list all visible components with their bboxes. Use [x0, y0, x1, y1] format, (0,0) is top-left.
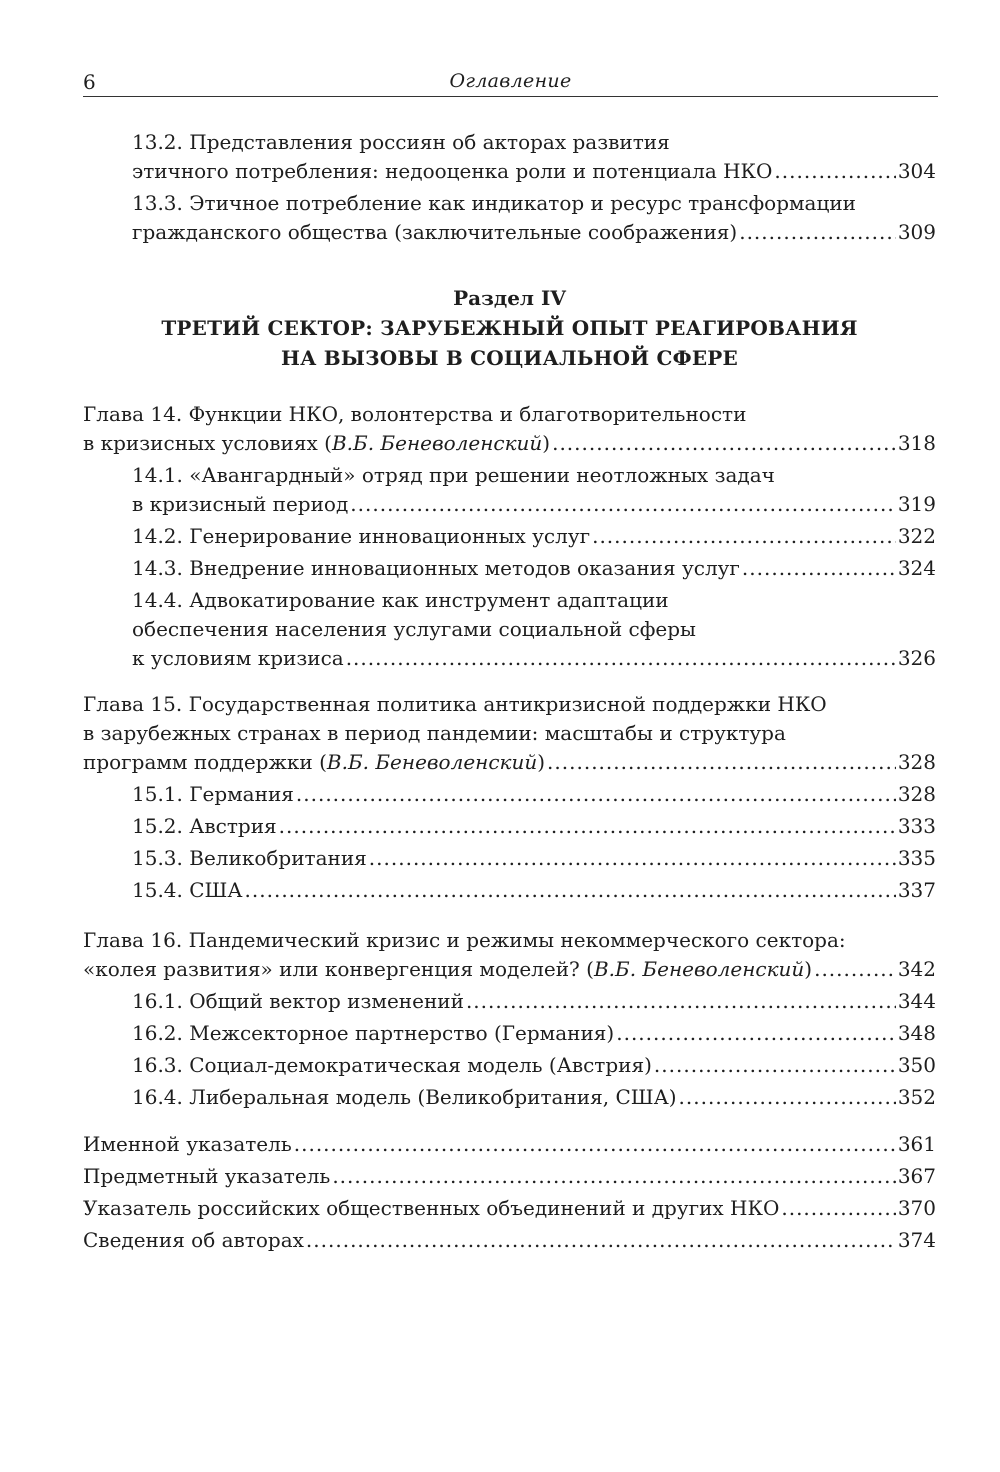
toc-entry-text: в кризисный период	[132, 492, 349, 516]
toc-page-number: 318	[897, 431, 936, 455]
toc-entry-text: в кризисных условиях (В.Б. Беневоленский)	[83, 431, 551, 455]
toc-entry-text: Сведения об авторах	[83, 1228, 304, 1252]
toc-page-number: 304	[897, 159, 936, 183]
toc-entry-text: Указатель российских общественных объединений и других НКО	[83, 1196, 780, 1220]
dot-leader	[739, 218, 896, 247]
section-heading	[83, 283, 936, 373]
toc-entry-text: 14.2. Генерирование инновационных услуг	[132, 524, 591, 548]
toc-entry-15-3[interactable]	[83, 844, 936, 873]
dot-leader	[296, 780, 896, 809]
toc-entry-text: программ поддержки (В.Б. Беневоленский)	[83, 750, 546, 774]
toc-entry-13-3[interactable]	[83, 189, 936, 247]
toc-entry-14-4[interactable]	[83, 586, 936, 673]
toc-entry-line: обеспечения населения услугами социальной сферы	[132, 617, 696, 641]
dot-leader	[350, 490, 896, 519]
author-name: В.Б. Беневоленский	[331, 431, 543, 455]
dot-leader	[346, 644, 896, 673]
section-label: Раздел IV	[453, 286, 566, 310]
toc-index-authors[interactable]	[83, 1226, 936, 1255]
toc-entry-line: Глава 14. Функции НКО, волонтерства и благотворительности	[83, 402, 747, 426]
dot-leader	[552, 429, 896, 458]
toc-chapter-16[interactable]	[83, 926, 936, 984]
dot-leader	[616, 1019, 896, 1048]
toc-entry-line: 13.2. Представления россиян об акторах развития	[132, 130, 670, 154]
running-title: Оглавление	[449, 70, 572, 92]
dot-leader	[814, 955, 896, 984]
dot-leader	[774, 157, 895, 186]
toc-page-number: 352	[897, 1085, 936, 1109]
toc-entry-15-1[interactable]	[83, 780, 936, 809]
toc-entry-line: Глава 15. Государственная политика антикризисной поддержки НКО	[83, 692, 827, 716]
toc-page-number: 319	[897, 492, 936, 516]
toc-entry-text: Предметный указатель	[83, 1164, 331, 1188]
toc-page-number: 344	[897, 989, 936, 1013]
author-name: В.Б. Беневоленский	[326, 750, 538, 774]
toc-index-subjects[interactable]	[83, 1162, 936, 1191]
toc-entry-text: 15.4. США	[132, 878, 243, 902]
dot-leader	[306, 1226, 896, 1255]
toc-entry-line: в зарубежных странах в период пандемии: масштабы и структура	[83, 721, 786, 745]
toc-page-number: 326	[897, 646, 936, 670]
toc-entry-16-2[interactable]	[83, 1019, 936, 1048]
dot-leader	[332, 1162, 896, 1191]
dot-leader	[369, 844, 896, 873]
toc-entry-line: 14.4. Адвокатирование как инструмент адаптации	[132, 588, 669, 612]
dot-leader	[245, 876, 896, 905]
dot-leader	[279, 812, 896, 841]
chapter-16-block	[83, 926, 936, 1112]
toc-entry-text: гражданского общества (заключительные соображения)	[132, 220, 738, 244]
toc-entry-line: Глава 16. Пандемический кризис и режимы некоммерческого сектора:	[83, 928, 846, 952]
toc-index-organizations[interactable]	[83, 1194, 936, 1223]
toc-entry-16-3[interactable]	[83, 1051, 936, 1080]
dot-leader	[294, 1130, 896, 1159]
page-header	[83, 66, 938, 97]
toc-page-number: 361	[897, 1132, 936, 1156]
toc-page-number: 333	[897, 814, 936, 838]
toc-entry-text: «колея развития» или конвергенция моделей? (В.Б. Беневоленский)	[83, 957, 813, 981]
toc-entry-15-4[interactable]	[83, 876, 936, 905]
toc-page-number: 348	[897, 1021, 936, 1045]
chapter-15-block	[83, 690, 936, 905]
toc-index-names[interactable]	[83, 1130, 936, 1159]
toc-entry-14-2[interactable]	[83, 522, 936, 551]
toc-entry-text: Именной указатель	[83, 1132, 292, 1156]
toc-entry-text: 16.3. Социал-демократическая модель (Австрия)	[132, 1053, 652, 1077]
toc-chapter-15[interactable]	[83, 690, 936, 777]
author-name: В.Б. Беневоленский	[593, 957, 805, 981]
toc-entry-text: 15.2. Австрия	[132, 814, 277, 838]
toc-entry-14-3[interactable]	[83, 554, 936, 583]
dot-leader	[592, 522, 896, 551]
toc-page-number: 335	[897, 846, 936, 870]
toc-page-number: 370	[897, 1196, 936, 1220]
dot-leader	[679, 1083, 896, 1112]
dot-leader	[781, 1194, 895, 1223]
toc-page-number: 309	[897, 220, 936, 244]
toc-entry-16-1[interactable]	[83, 987, 936, 1016]
toc-entry-text: этичного потребления: недооценка роли и потенциала НКО	[132, 159, 773, 183]
dot-leader	[466, 987, 896, 1016]
toc-page-number: 324	[897, 556, 936, 580]
toc-entry-text: 15.1. Германия	[132, 782, 294, 806]
toc-entry-16-4[interactable]	[83, 1083, 936, 1112]
page-number: 6	[83, 70, 96, 94]
section-title-line-1: ТРЕТИЙ СЕКТОР: ЗАРУБЕЖНЫЙ ОПЫТ РЕАГИРОВАНИЯ	[161, 316, 858, 340]
toc-entry-text: 14.3. Внедрение инновационных методов оказания услуг	[132, 556, 740, 580]
chapter-14-block	[83, 400, 936, 673]
dot-leader	[547, 748, 896, 777]
toc-page-number: 328	[897, 750, 936, 774]
section-title-line-2: НА ВЫЗОВЫ В СОЦИАЛЬНОЙ СФЕРЕ	[281, 346, 738, 370]
toc-entry-13-2[interactable]	[83, 128, 936, 186]
toc-top-block	[83, 128, 936, 247]
toc-page-number: 350	[897, 1053, 936, 1077]
toc-entry-text: к условиям кризиса	[132, 646, 344, 670]
toc-page-number: 367	[897, 1164, 936, 1188]
dot-leader	[654, 1051, 896, 1080]
toc-entry-line: 14.1. «Авангардный» отряд при решении неотложных задач	[132, 463, 775, 487]
toc-page-number: 322	[897, 524, 936, 548]
toc-entry-15-2[interactable]	[83, 812, 936, 841]
toc-entry-14-1[interactable]	[83, 461, 936, 519]
toc-page-number: 342	[897, 957, 936, 981]
toc-entry-text: 16.1. Общий вектор изменений	[132, 989, 464, 1013]
dot-leader	[742, 554, 896, 583]
toc-page-number: 337	[897, 878, 936, 902]
toc-entry-line: 13.3. Этичное потребление как индикатор и ресурс трансформации	[132, 191, 856, 215]
toc-entry-text: 15.3. Великобритания	[132, 846, 367, 870]
toc-entry-text: 16.4. Либеральная модель (Великобритания, США)	[132, 1085, 677, 1109]
toc-page-number: 374	[897, 1228, 936, 1252]
indexes-block	[83, 1130, 936, 1255]
toc-chapter-14[interactable]	[83, 400, 936, 458]
toc-page-number: 328	[897, 782, 936, 806]
toc-entry-text: 16.2. Межсекторное партнерство (Германия)	[132, 1021, 615, 1045]
